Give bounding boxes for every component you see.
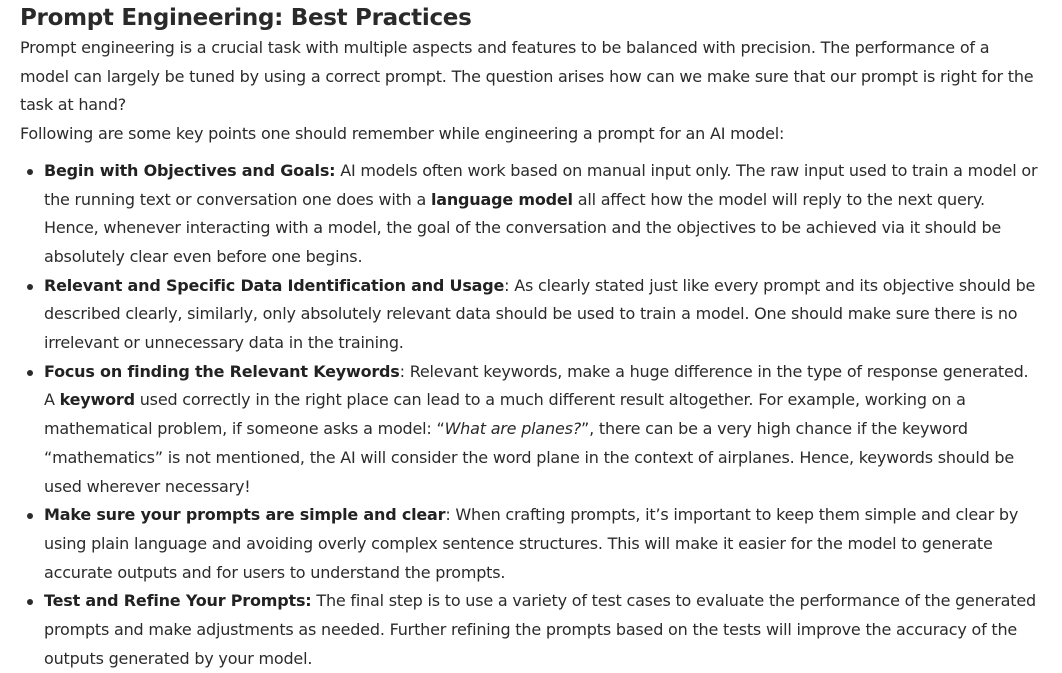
- bullet-icon: [27, 599, 33, 605]
- bullet-icon: [27, 370, 33, 376]
- bullet-icon: [27, 513, 33, 519]
- list-item-data: [44, 272, 1042, 358]
- point-heading: Make sure your prompts are simple and clear: [44, 505, 446, 525]
- lead-paragraph: Following are some key points one should remember while engineering a prompt for an AI model:: [20, 124, 785, 144]
- list-item-simple: [44, 501, 1042, 587]
- point-text: : Relevant keywords, make a huge difference in the type of response generated. A: [44, 361, 1029, 410]
- point-example-question: What are planes?: [444, 419, 582, 439]
- bullet-icon: [27, 169, 33, 175]
- intro-paragraph: Prompt engineering is a crucial task with multiple aspects and features to be balanced with precision. The performance of a model can largely be tuned by using a correct prompt. The question arises how can we make sure that our prompt is right for the task at hand?: [20, 38, 1034, 115]
- point-text: : When crafting prompts, it’s important to keep them simple and clear by using plain language and avoiding overly complex sentence structures. This will make it easier for the model to generate accurate outputs and for users to understand the prompts.: [44, 505, 1019, 582]
- point-text: ”, there can be a very high chance if the keyword “mathematics” is not mentioned, the AI will consider the word plane in the context of airplanes. Hence, keywords should be used wherever necessary!: [44, 419, 1015, 496]
- point-heading: Begin with Objectives and Goals:: [44, 160, 336, 180]
- list-item-test: [44, 587, 1042, 673]
- page-title: Prompt Engineering: Best Practices: [20, 5, 472, 31]
- point-heading: Relevant and Specific Data Identification and Usage: [44, 275, 505, 295]
- point-text: AI models often work based on manual input only. The raw input used to train a model or the running text or conversation one does with a: [44, 160, 1038, 209]
- bullet-icon: [27, 284, 33, 290]
- point-text: all affect how the model will reply to the next query. Hence, whenever interacting with a model, the goal of the conversation and the objectives to be achieved via it should be absolutely clear even before one begins.: [44, 189, 1002, 266]
- point-emphasis: language model: [430, 189, 573, 209]
- list-item-objectives: [44, 157, 1042, 272]
- point-emphasis: keyword: [59, 390, 135, 410]
- point-text: : As clearly stated just like every prompt and its objective should be described clearly, similarly, only absolutely relevant data should be used to train a model. One should make sure there is no irrelevant or unnecessary data in the training.: [44, 275, 1036, 353]
- point-heading: Focus on finding the Relevant Keywords: [44, 361, 400, 381]
- list-item-keywords: [44, 358, 1042, 502]
- point-text: used correctly in the right place can lead to a much different result altogether. For example, working on a mathematical problem, if someone asks a model: “: [44, 390, 966, 439]
- point-heading: Test and Refine Your Prompts:: [44, 591, 312, 611]
- best-practices-list: [20, 157, 1042, 673]
- point-text: The final step is to use a variety of test cases to evaluate the performance of the generated prompts and make adjustments as needed. Further refining the prompts based on the tests will improve the accuracy of the outputs generated by your model.: [44, 591, 1036, 668]
